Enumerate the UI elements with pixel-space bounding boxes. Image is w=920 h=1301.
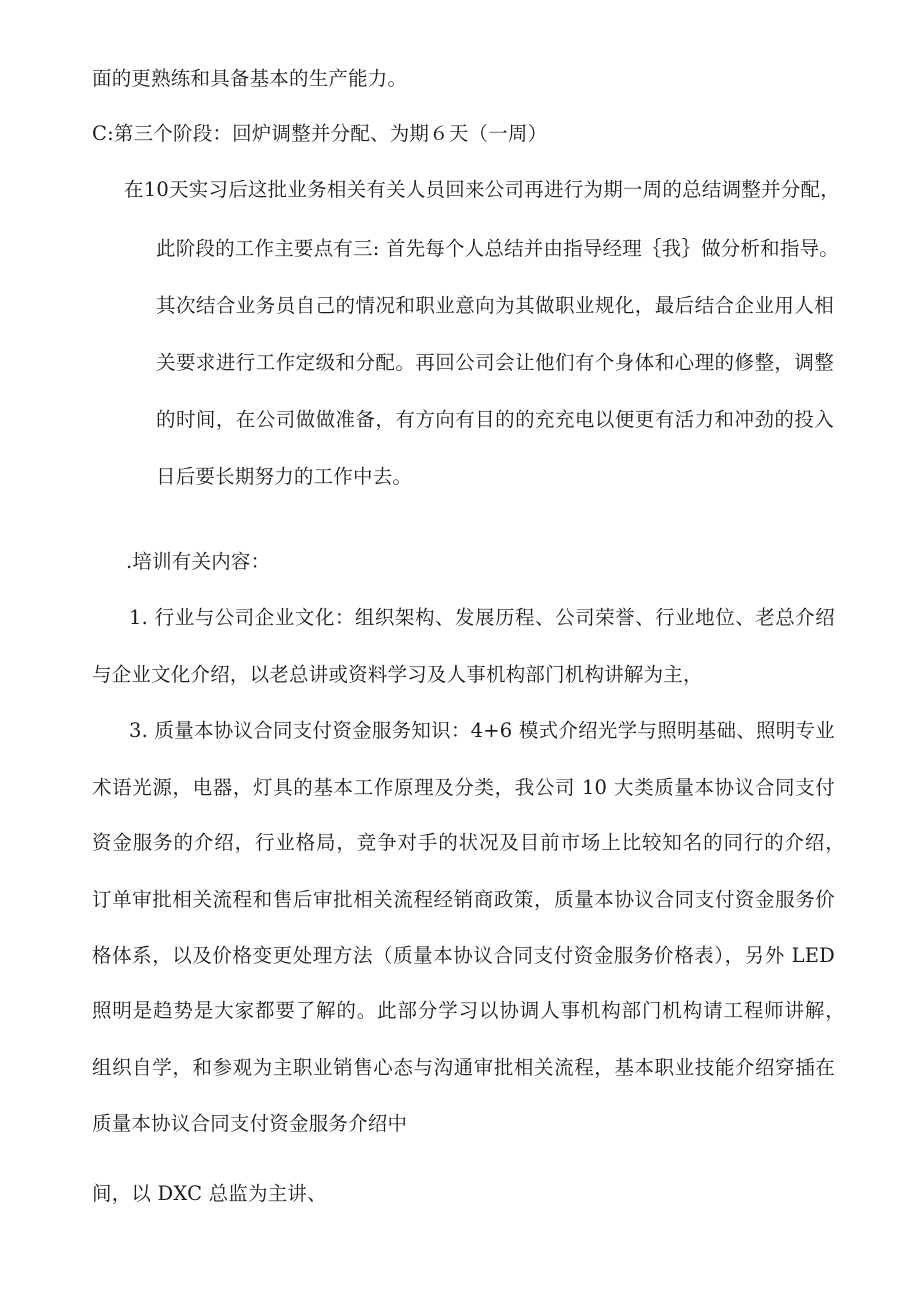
section-heading: .培训有关内容： [126, 550, 271, 573]
text-line: 资金服务的介绍，行业格局，竞争对手的状况及目前市场上比较知名的同行的介绍， [92, 831, 845, 854]
text-line: 与企业文化介绍，以老总讲或资料学习及人事机构部门机构讲解为主， [92, 663, 703, 686]
section-heading: C:第三个阶段：回炉调整并分配、为期６天（一周） [92, 122, 548, 145]
text-line: 在10天实习后这批业务相关有关人员回来公司再进行为期一周的总结调整并分配， [124, 178, 840, 201]
text-line: 质量本协议合同支付资金服务介绍中 [92, 1112, 408, 1135]
text-line: 面的更熟练和具备基本的生产能力。 [92, 67, 408, 90]
text-line: 此阶段的工作主要点有三: 首先每个人总结并由指导经理｛我｝做分析和指导。 [156, 237, 839, 260]
text-line: 照明是趋势是大家都要了解的。此部分学习以协调人事机构部门机构请工程师讲解， [92, 999, 845, 1022]
text-line: 的时间，在公司做做准备，有方向有目的的充充电以便更有活力和冲劲的投入 [156, 408, 834, 431]
text-line: 订单审批相关流程和售后审批相关流程经销商政策，质量本协议合同支付资金服务价 [92, 888, 835, 911]
text-line: 1. 行业与公司企业文化：组织架构、发展历程、公司荣誉、行业地位、老总介绍 [129, 606, 835, 629]
text-line: 格体系，以及价格变更处理方法（质量本协议合同支付资金服务价格表），另外 LED [92, 944, 835, 967]
text-line: 其次结合业务员自己的情况和职业意向为其做职业规化，最后结合企业用人相 [156, 294, 834, 317]
text-line: 3. 质量本协议合同支付资金服务知识：4+6 模式介绍光学与照明基础、照明专业 [129, 719, 835, 742]
text-line: 关要求进行工作定级和分配。再回公司会让他们有个身体和心理的修整，调整 [156, 351, 834, 374]
text-line: 术语光源，电器，灯具的基本工作原理及分类，我公司 10 大类质量本协议合同支付 [92, 776, 835, 799]
text-line: 组织自学，和参观为主职业销售心态与沟通审批相关流程，基本职业技能介绍穿插在 [92, 1056, 835, 1079]
text-line: 日后要长期努力的工作中去。 [156, 465, 413, 488]
text-line: 间，以 DXC 总监为主讲、 [92, 1182, 327, 1205]
